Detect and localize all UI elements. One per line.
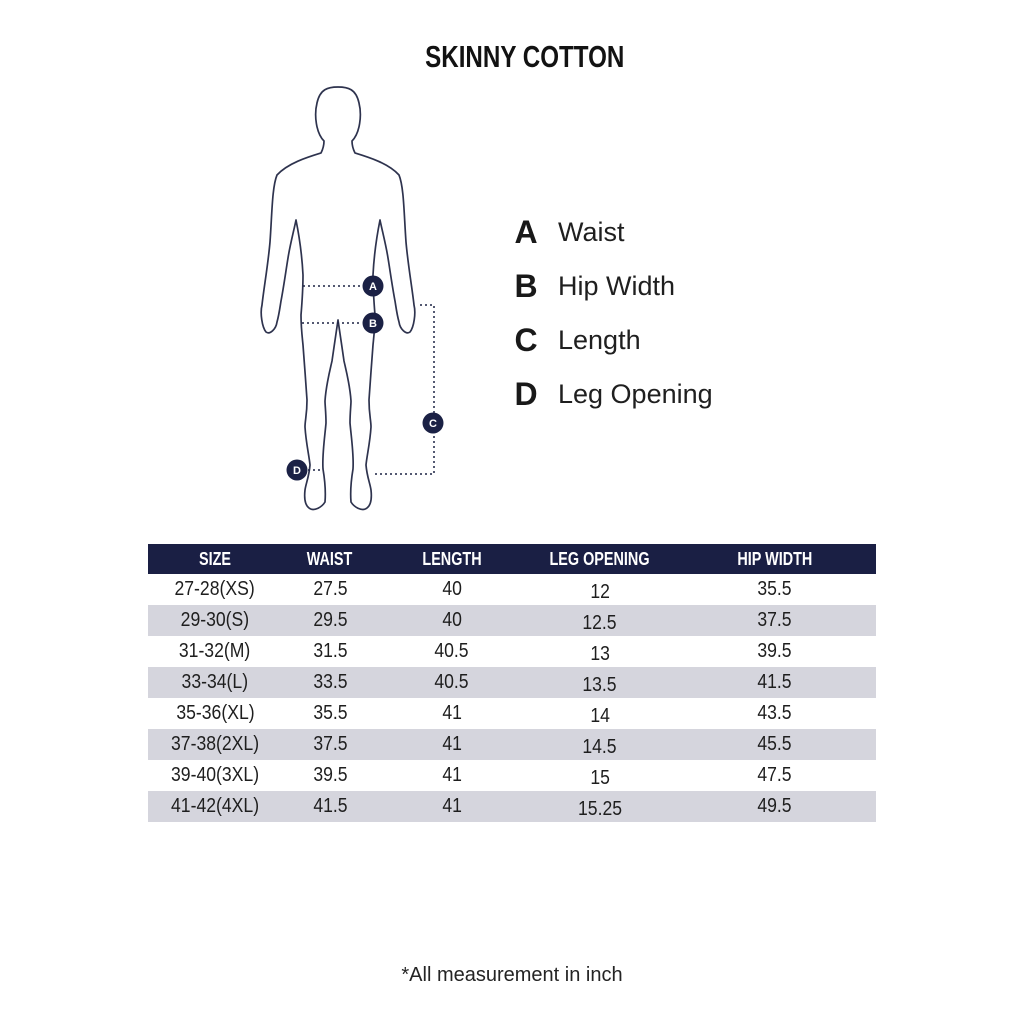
table-cell-text: 13.5 bbox=[582, 674, 617, 696]
table-cell-text: 35.5 bbox=[312, 702, 348, 724]
table-row bbox=[148, 636, 876, 667]
legend-letter-a: A bbox=[514, 213, 538, 250]
table-cell bbox=[526, 760, 674, 791]
table-cell-text: 43.5 bbox=[757, 702, 792, 724]
table-cell-text: 29.5 bbox=[312, 609, 348, 631]
table-cell bbox=[282, 760, 378, 791]
col-header-length-text: LENGTH bbox=[422, 548, 482, 569]
table-cell-text: 15.25 bbox=[577, 798, 622, 820]
size-table bbox=[148, 544, 876, 822]
col-header-size-text: SIZE bbox=[198, 548, 231, 569]
table-cell bbox=[148, 791, 282, 822]
measurement-unit-note-text: *All measurement in inch bbox=[401, 964, 623, 986]
table-cell-text: 35.5 bbox=[757, 578, 792, 600]
table-cell-text: 41.5 bbox=[312, 795, 348, 817]
table-cell-text: 45.5 bbox=[757, 733, 792, 755]
table-cell bbox=[674, 574, 876, 605]
col-header-waist bbox=[282, 544, 378, 574]
table-cell-text: 12.5 bbox=[582, 612, 617, 634]
table-cell bbox=[378, 760, 526, 791]
table-cell bbox=[526, 605, 674, 636]
table-cell bbox=[148, 729, 282, 760]
col-header-hip-width-text: HIP WIDTH bbox=[737, 548, 813, 569]
col-header-hip-width bbox=[674, 544, 876, 574]
table-cell-text: 47.5 bbox=[757, 764, 792, 786]
table-cell bbox=[282, 698, 378, 729]
table-cell bbox=[674, 760, 876, 791]
legend-item-length bbox=[506, 313, 713, 367]
table-cell bbox=[674, 791, 876, 822]
legend-item-hip-width bbox=[506, 259, 713, 313]
table-cell bbox=[282, 729, 378, 760]
measurement-legend bbox=[506, 205, 713, 421]
table-cell bbox=[526, 729, 674, 760]
table-cell bbox=[282, 791, 378, 822]
table-row bbox=[148, 698, 876, 729]
size-table-body bbox=[148, 574, 876, 822]
table-cell bbox=[148, 636, 282, 667]
table-cell bbox=[378, 574, 526, 605]
table-cell bbox=[378, 791, 526, 822]
waist-marker bbox=[363, 276, 384, 297]
table-cell-text: 37.5 bbox=[312, 733, 348, 755]
table-cell-text: 33.5 bbox=[312, 671, 348, 693]
table-cell bbox=[526, 574, 674, 605]
table-cell bbox=[526, 698, 674, 729]
size-table-header bbox=[148, 544, 876, 574]
table-row bbox=[148, 791, 876, 822]
human-figure-outline bbox=[261, 87, 415, 509]
measurement-unit-note bbox=[0, 964, 1024, 987]
col-header-leg-opening-text: LEG OPENING bbox=[549, 548, 650, 569]
table-cell-text: 37-38(2XL) bbox=[170, 733, 259, 755]
table-cell-text: 49.5 bbox=[757, 795, 792, 817]
table-cell bbox=[526, 667, 674, 698]
table-row bbox=[148, 760, 876, 791]
table-cell bbox=[378, 667, 526, 698]
col-header-size bbox=[148, 544, 282, 574]
table-cell bbox=[378, 698, 526, 729]
table-cell bbox=[282, 605, 378, 636]
table-cell-text: 39.5 bbox=[757, 640, 792, 662]
legend-item-waist bbox=[506, 205, 713, 259]
table-cell bbox=[526, 791, 674, 822]
table-cell-text: 27.5 bbox=[312, 578, 348, 600]
table-cell-text: 40 bbox=[442, 578, 462, 600]
table-cell bbox=[148, 574, 282, 605]
leg-opening-marker-letter: D bbox=[293, 465, 301, 477]
hip-marker bbox=[363, 313, 384, 334]
table-cell-text: 14.5 bbox=[582, 736, 617, 758]
table-cell bbox=[674, 605, 876, 636]
table-cell bbox=[378, 605, 526, 636]
table-cell-text: 15 bbox=[589, 767, 610, 789]
legend-label-leg-opening: Leg Opening bbox=[558, 378, 713, 409]
table-cell-text: 41 bbox=[442, 795, 462, 817]
table-cell-text: 12 bbox=[589, 581, 610, 603]
legend-item-leg-opening bbox=[506, 367, 713, 421]
legend-letter-c: C bbox=[514, 321, 538, 358]
table-cell bbox=[148, 605, 282, 636]
table-row bbox=[148, 605, 876, 636]
length-marker bbox=[423, 413, 444, 434]
waist-marker-letter: A bbox=[369, 281, 377, 293]
table-cell bbox=[526, 636, 674, 667]
table-cell-text: 31-32(M) bbox=[179, 640, 251, 662]
table-cell bbox=[674, 698, 876, 729]
table-cell-text: 39-40(3XL) bbox=[170, 764, 259, 786]
table-cell-text: 40 bbox=[442, 609, 462, 631]
table-row bbox=[148, 574, 876, 605]
table-row bbox=[148, 667, 876, 698]
table-cell-text: 31.5 bbox=[312, 640, 348, 662]
table-cell-text: 35-36(XL) bbox=[175, 702, 255, 724]
hip-marker-letter: B bbox=[369, 318, 377, 330]
table-cell-text: 40.5 bbox=[434, 640, 470, 662]
table-cell bbox=[282, 574, 378, 605]
legend-label-waist: Waist bbox=[558, 216, 625, 247]
table-cell bbox=[674, 729, 876, 760]
table-cell-text: 37.5 bbox=[757, 609, 792, 631]
table-cell-text: 41 bbox=[442, 702, 462, 724]
table-cell bbox=[378, 729, 526, 760]
legend-letter-d: D bbox=[514, 375, 538, 412]
table-cell bbox=[674, 636, 876, 667]
legend-letter-b: B bbox=[514, 267, 538, 304]
legend-label-hip-width: Hip Width bbox=[558, 270, 676, 301]
table-cell bbox=[282, 667, 378, 698]
table-cell bbox=[148, 760, 282, 791]
table-cell-text: 33-34(L) bbox=[181, 671, 249, 693]
page-title bbox=[0, 39, 1024, 75]
col-header-leg-opening bbox=[526, 544, 674, 574]
col-header-length bbox=[378, 544, 526, 574]
table-cell bbox=[282, 636, 378, 667]
table-cell-text: 29-30(S) bbox=[180, 609, 250, 631]
table-cell bbox=[674, 667, 876, 698]
table-cell bbox=[148, 698, 282, 729]
table-cell-text: 41 bbox=[442, 764, 462, 786]
table-cell-text: 40.5 bbox=[434, 671, 470, 693]
header-row bbox=[148, 544, 876, 574]
table-cell-text: 41 bbox=[442, 733, 462, 755]
col-header-waist-text: WAIST bbox=[307, 548, 353, 569]
table-cell-text: 13 bbox=[589, 643, 610, 665]
table-cell bbox=[378, 636, 526, 667]
leg-opening-marker bbox=[287, 460, 308, 481]
length-marker-letter: C bbox=[429, 418, 437, 430]
body-measurement-diagram bbox=[240, 75, 460, 535]
page-title-text: SKINNY COTTON bbox=[425, 39, 625, 74]
legend-label-length: Length bbox=[558, 324, 641, 355]
table-cell-text: 27-28(XS) bbox=[174, 578, 256, 600]
table-row bbox=[148, 729, 876, 760]
table-cell bbox=[148, 667, 282, 698]
table-cell-text: 41-42(4XL) bbox=[170, 795, 259, 817]
table-cell-text: 41.5 bbox=[757, 671, 792, 693]
table-cell-text: 39.5 bbox=[312, 764, 348, 786]
table-cell-text: 14 bbox=[589, 705, 610, 727]
